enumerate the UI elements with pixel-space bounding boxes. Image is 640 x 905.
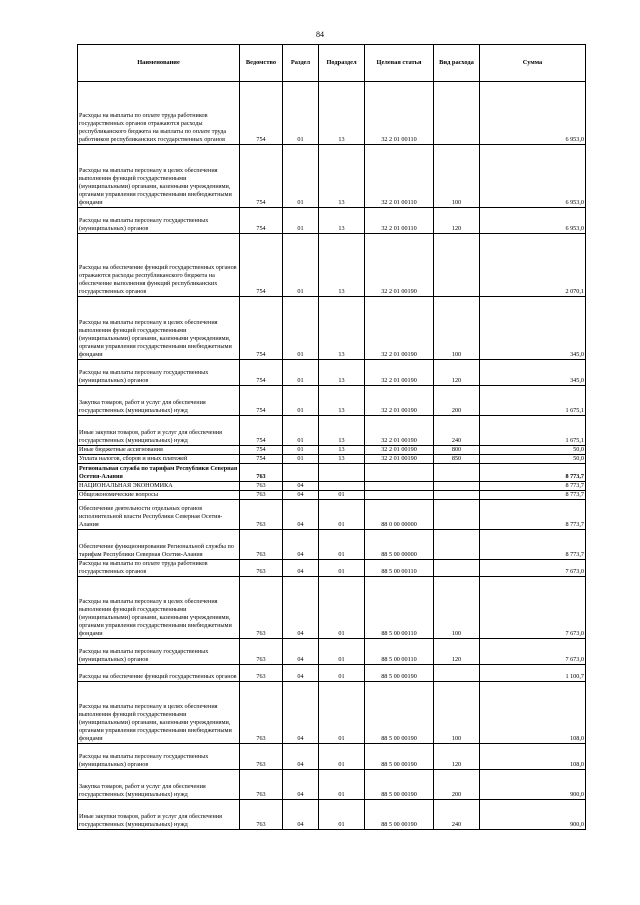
cell-type: 200: [434, 770, 480, 800]
cell-target: 32 2 01 00190: [365, 455, 434, 464]
cell-target: 32 2 01 00190: [365, 416, 434, 446]
cell-target: 88 5 00 00190: [365, 665, 434, 682]
cell-dept: 754: [240, 82, 283, 145]
cell-type: 120: [434, 744, 480, 770]
cell-type: [434, 665, 480, 682]
cell-dept: 754: [240, 297, 283, 360]
cell-type: [434, 464, 480, 482]
cell-target: 88 5 00 00190: [365, 744, 434, 770]
cell-dept: 763: [240, 482, 283, 491]
cell-name: Закупка товаров, работ и услуг для обеспечения государственных (муниципальных) нужд: [78, 770, 240, 800]
cell-section: 01: [283, 297, 319, 360]
cell-section: 01: [283, 416, 319, 446]
table-row: [78, 682, 586, 744]
cell-name: Закупка товаров, работ и услуг для обеспечения государственных (муниципальных) нужд: [78, 386, 240, 416]
cell-sum: 6 953,0: [480, 208, 586, 234]
cell-section: [283, 464, 319, 482]
table-row: [78, 208, 586, 234]
cell-name: Расходы на выплаты персоналу государственных (муниципальных) органов: [78, 208, 240, 234]
cell-name: Общеэкономические вопросы: [78, 491, 240, 500]
cell-name: Обеспечение функционирования Региональной службы по тарифам Республики Северная Осетия-Алания: [78, 530, 240, 560]
cell-subsection: 01: [319, 744, 365, 770]
cell-target: [365, 464, 434, 482]
table-row: [78, 577, 586, 639]
cell-subsection: 13: [319, 455, 365, 464]
cell-type: [434, 530, 480, 560]
table-row: [78, 800, 586, 830]
cell-type: 100: [434, 577, 480, 639]
cell-dept: 763: [240, 530, 283, 560]
cell-name: Расходы на обеспечение функций государственных органов: [78, 665, 240, 682]
cell-target: 32 2 01 00190: [365, 360, 434, 386]
cell-dept: 763: [240, 744, 283, 770]
cell-dept: 754: [240, 446, 283, 455]
cell-target: 32 2 01 00190: [365, 386, 434, 416]
cell-dept: 763: [240, 464, 283, 482]
table-row: [78, 82, 586, 145]
cell-subsection: 01: [319, 530, 365, 560]
cell-target: 88 5 00 00190: [365, 682, 434, 744]
cell-name: Расходы на выплаты персоналу в целях обеспечения выполнения функций государственными (муниципальными) органами, казенными учреждениями, органами управления государственными внебюджетными фондами: [78, 145, 240, 208]
cell-type: 100: [434, 145, 480, 208]
cell-dept: 754: [240, 386, 283, 416]
cell-type: [434, 560, 480, 577]
table-row: [78, 145, 586, 208]
header-type: Вид расхода: [434, 45, 480, 82]
cell-target: 88 5 00 00110: [365, 560, 434, 577]
cell-section: 04: [283, 560, 319, 577]
cell-name: Расходы на выплаты персоналу государственных (муниципальных) органов: [78, 744, 240, 770]
cell-sum: 900,0: [480, 800, 586, 830]
cell-dept: 763: [240, 770, 283, 800]
cell-type: [434, 482, 480, 491]
cell-sum: 8 773,7: [480, 464, 586, 482]
header-section: Раздел: [283, 45, 319, 82]
cell-sum: 108,0: [480, 682, 586, 744]
table-body: [78, 82, 586, 830]
cell-type: 100: [434, 682, 480, 744]
cell-section: 01: [283, 455, 319, 464]
cell-sum: 6 953,0: [480, 82, 586, 145]
budget-table: [77, 44, 586, 830]
cell-dept: 754: [240, 208, 283, 234]
cell-target: [365, 482, 434, 491]
cell-subsection: 01: [319, 491, 365, 500]
cell-name: Расходы на выплаты по оплате труда работников государственных органов: [78, 560, 240, 577]
cell-dept: 763: [240, 577, 283, 639]
cell-section: 04: [283, 639, 319, 665]
cell-name: Региональная служба по тарифам Республики Северная Осетия-Алания: [78, 464, 240, 482]
cell-name: Расходы на выплаты персоналу в целях обеспечения выполнения функций государственными (муниципальными) органами, казенными учреждениями, органами управления государственными внебюджетными фондами: [78, 577, 240, 639]
cell-name: Расходы на выплаты персоналу государственных (муниципальных) органов: [78, 639, 240, 665]
cell-section: 01: [283, 208, 319, 234]
cell-subsection: 01: [319, 500, 365, 530]
cell-name: Уплата налогов, сборов и иных платежей: [78, 455, 240, 464]
cell-sum: 1 675,1: [480, 386, 586, 416]
table-row: [78, 234, 586, 297]
table-row: [78, 455, 586, 464]
table-row: [78, 386, 586, 416]
cell-section: 01: [283, 82, 319, 145]
table-row: [78, 416, 586, 446]
cell-sum: 7 673,0: [480, 577, 586, 639]
cell-subsection: 01: [319, 560, 365, 577]
cell-section: 01: [283, 386, 319, 416]
cell-section: 01: [283, 234, 319, 297]
cell-subsection: 01: [319, 665, 365, 682]
page-number: 84: [316, 30, 324, 39]
cell-name: Расходы на выплаты персоналу в целях обеспечения выполнения функций государственными (муниципальными) органами, казенными учреждениями, органами управления государственными внебюджетными фондами: [78, 297, 240, 360]
cell-dept: 754: [240, 416, 283, 446]
cell-dept: 754: [240, 145, 283, 208]
cell-type: 120: [434, 360, 480, 386]
cell-sum: 900,0: [480, 770, 586, 800]
cell-sum: 108,0: [480, 744, 586, 770]
cell-subsection: 13: [319, 386, 365, 416]
cell-type: 120: [434, 208, 480, 234]
table-row: [78, 639, 586, 665]
cell-section: 01: [283, 446, 319, 455]
cell-name: Расходы на выплаты персоналу в целях обеспечения выполнения функций государственными (муниципальными) органами, казенными учреждениями, органами управления государственными внебюджетными фондами: [78, 682, 240, 744]
cell-type: [434, 234, 480, 297]
cell-type: 240: [434, 800, 480, 830]
cell-subsection: 01: [319, 639, 365, 665]
cell-section: 01: [283, 145, 319, 208]
cell-subsection: 13: [319, 145, 365, 208]
cell-target: 88 5 00 00190: [365, 800, 434, 830]
cell-subsection: 13: [319, 234, 365, 297]
cell-target: 88 5 00 00110: [365, 639, 434, 665]
cell-dept: 763: [240, 682, 283, 744]
table-row: [78, 491, 586, 500]
cell-type: [434, 82, 480, 145]
cell-section: 04: [283, 744, 319, 770]
cell-type: 200: [434, 386, 480, 416]
cell-type: 100: [434, 297, 480, 360]
table-header-row: [78, 45, 586, 82]
cell-dept: 754: [240, 234, 283, 297]
cell-name: Обеспечение деятельности отдельных органов исполнительной власти Республики Северная Осетия-Алания: [78, 500, 240, 530]
cell-target: 32 2 01 00190: [365, 234, 434, 297]
cell-section: 04: [283, 491, 319, 500]
cell-section: 04: [283, 530, 319, 560]
cell-subsection: 01: [319, 770, 365, 800]
cell-subsection: 13: [319, 360, 365, 386]
cell-dept: 763: [240, 500, 283, 530]
cell-section: 04: [283, 665, 319, 682]
cell-target: 32 2 01 00110: [365, 208, 434, 234]
cell-dept: 763: [240, 639, 283, 665]
table-row: [78, 770, 586, 800]
table-row: [78, 464, 586, 482]
cell-name: НАЦИОНАЛЬНАЯ ЭКОНОМИКА: [78, 482, 240, 491]
cell-sum: 50,0: [480, 446, 586, 455]
cell-sum: 6 953,0: [480, 145, 586, 208]
cell-name: Расходы на обеспечение функций государственных органов отражаются расходы республиканского бюджета на обеспечение выполнения функций республиканских государственных органов: [78, 234, 240, 297]
cell-dept: 763: [240, 491, 283, 500]
cell-type: 850: [434, 455, 480, 464]
cell-sum: 2 070,1: [480, 234, 586, 297]
cell-target: 88 5 00 00000: [365, 530, 434, 560]
cell-target: 32 2 01 00190: [365, 446, 434, 455]
cell-type: 240: [434, 416, 480, 446]
header-target: Целевая статья: [365, 45, 434, 82]
cell-sum: 8 773,7: [480, 530, 586, 560]
table-row: [78, 744, 586, 770]
table-row: [78, 482, 586, 491]
cell-dept: 763: [240, 560, 283, 577]
table-row: [78, 530, 586, 560]
cell-subsection: 13: [319, 208, 365, 234]
cell-subsection: 01: [319, 800, 365, 830]
table-row: [78, 360, 586, 386]
table-row: [78, 560, 586, 577]
cell-name: Иные закупки товаров, работ и услуг для обеспечения государственных (муниципальных) нужд: [78, 416, 240, 446]
cell-section: 04: [283, 770, 319, 800]
cell-subsection: 13: [319, 82, 365, 145]
table-row: [78, 665, 586, 682]
cell-name: Расходы на выплаты по оплате труда работников государственных органов отражаются расходы республиканского бюджета на выплаты по оплате труда работников республиканских государственных органов: [78, 82, 240, 145]
cell-subsection: 13: [319, 446, 365, 455]
cell-subsection: 01: [319, 682, 365, 744]
cell-target: 88 5 00 00110: [365, 577, 434, 639]
cell-section: 04: [283, 682, 319, 744]
cell-subsection: 13: [319, 297, 365, 360]
cell-sum: 345,0: [480, 360, 586, 386]
table-row: [78, 297, 586, 360]
cell-section: 04: [283, 577, 319, 639]
cell-dept: 763: [240, 800, 283, 830]
table-row: [78, 500, 586, 530]
cell-type: 120: [434, 639, 480, 665]
cell-dept: 763: [240, 665, 283, 682]
cell-sum: 1 100,7: [480, 665, 586, 682]
table-row: [78, 446, 586, 455]
cell-sum: 8 773,7: [480, 491, 586, 500]
cell-section: 04: [283, 800, 319, 830]
cell-target: 32 2 01 00190: [365, 297, 434, 360]
header-dept: Ведомство: [240, 45, 283, 82]
cell-dept: 754: [240, 360, 283, 386]
cell-section: 01: [283, 360, 319, 386]
cell-type: [434, 500, 480, 530]
cell-name: Иные закупки товаров, работ и услуг для обеспечения государственных (муниципальных) нужд: [78, 800, 240, 830]
cell-section: 04: [283, 500, 319, 530]
cell-target: 88 5 00 00190: [365, 770, 434, 800]
cell-target: 32 2 01 00110: [365, 82, 434, 145]
cell-subsection: 01: [319, 577, 365, 639]
cell-sum: 8 773,7: [480, 500, 586, 530]
cell-section: 04: [283, 482, 319, 491]
cell-subsection: [319, 482, 365, 491]
cell-sum: 50,0: [480, 455, 586, 464]
cell-sum: 1 675,1: [480, 416, 586, 446]
header-subsection: Подраздел: [319, 45, 365, 82]
header-name: Наименование: [78, 45, 240, 82]
cell-subsection: [319, 464, 365, 482]
cell-sum: 7 673,0: [480, 639, 586, 665]
cell-sum: 7 673,0: [480, 560, 586, 577]
cell-target: 32 2 01 00110: [365, 145, 434, 208]
cell-subsection: 13: [319, 416, 365, 446]
cell-sum: 8 773,7: [480, 482, 586, 491]
cell-target: 88 0 00 00000: [365, 500, 434, 530]
cell-name: Расходы на выплаты персоналу государственных (муниципальных) органов: [78, 360, 240, 386]
cell-dept: 754: [240, 455, 283, 464]
cell-target: [365, 491, 434, 500]
cell-type: 800: [434, 446, 480, 455]
cell-name: Иные бюджетные ассигнования: [78, 446, 240, 455]
header-sum: Сумма: [480, 45, 586, 82]
cell-type: [434, 491, 480, 500]
cell-sum: 345,0: [480, 297, 586, 360]
